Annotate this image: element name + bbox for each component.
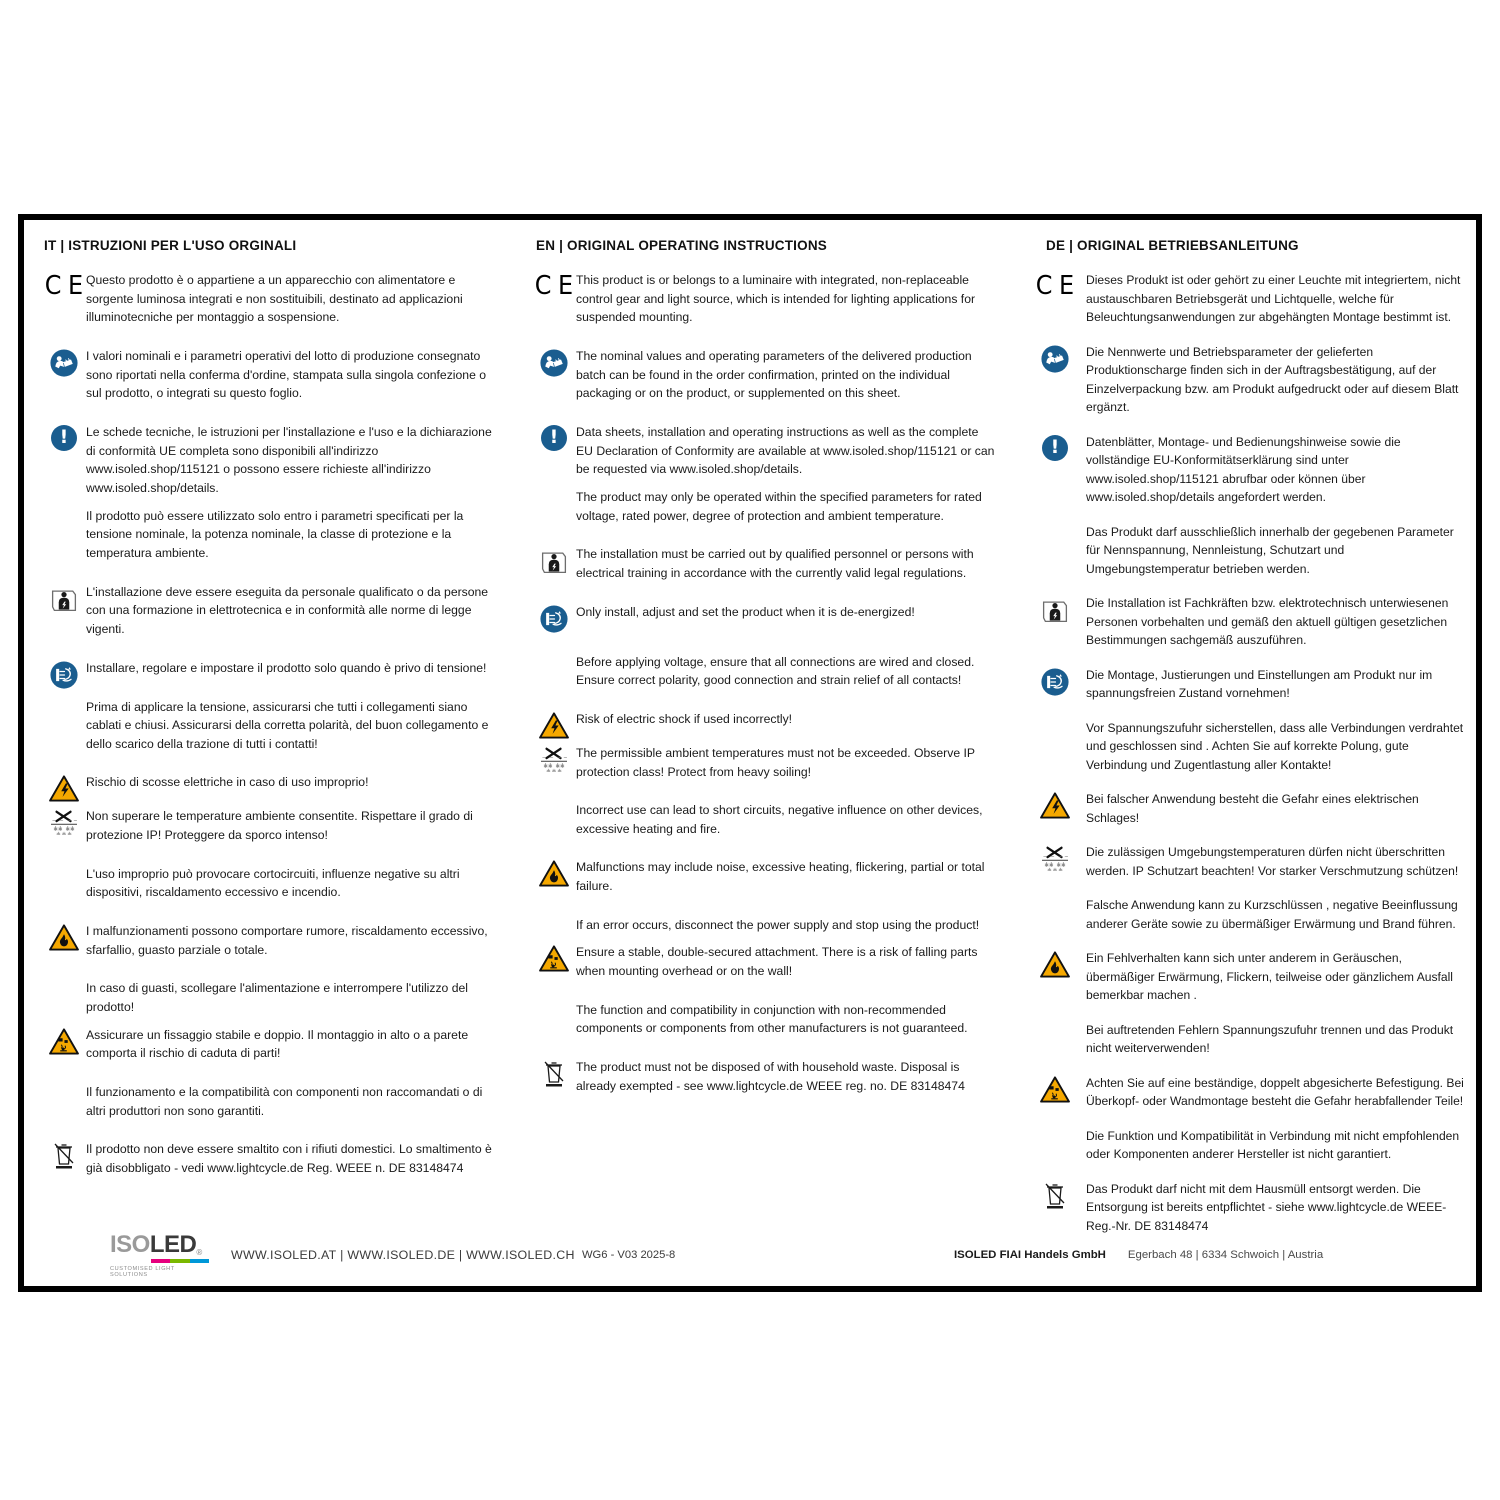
logo-bar-green	[170, 1259, 189, 1263]
block-text: Achten Sie auf eine beständige, doppelt abgesicherte Befestigung. Bei Überkopf- oder Wandmontage besteht die Gefahr herabfallender Teile!	[1086, 1075, 1464, 1108]
block-text: Il funzionamento e la compatibilità con componenti non raccomandati o di altri produttori non sono garantiti.	[86, 1085, 483, 1118]
block-text: Bei falscher Anwendung besteht die Gefahr eines elektrischen Schlages!	[1086, 792, 1419, 825]
icon-gutter	[42, 865, 86, 867]
qualified-personnel-icon	[50, 585, 78, 613]
block-text: Das Produkt darf ausschließlich innerhalb der gegebenen Parameter für Nennspannung, Nennleistung, Schutzart und Umgebungstemperatur betrieben werden.	[1086, 524, 1454, 576]
instruction-block	[42, 507, 504, 563]
footer-brand-area	[24, 1230, 575, 1278]
block-text: I malfunzionamenti possono comportare rumore, riscaldamento eccessivo, sfarfallio, guasto parziale o totale.	[86, 924, 488, 957]
icon-gutter	[532, 653, 576, 655]
icon-gutter	[532, 1058, 576, 1088]
logo-color-bars	[151, 1259, 209, 1263]
instruction-block	[532, 271, 996, 327]
instruction-block	[532, 1058, 996, 1095]
block-text: Vor Spannungszufuhr sicherstellen, dass alle Verbindungen verdrahtet und geschlossen sind . Achten Sie auf korrekte Polung, gute Verbindung und Zugentlastung aller Kontakte!	[1086, 720, 1464, 772]
footer-revision-code: WG6 - V03 2025-8	[582, 1249, 676, 1261]
icon-gutter	[1024, 523, 1086, 525]
instruction-block	[1024, 666, 1466, 703]
icon-gutter	[42, 423, 86, 451]
block-text: This product is or belongs to a luminaire with integrated, non-replaceable control gear and light source, which is intended for lighting applications for suspended mounting.	[576, 273, 976, 325]
block-text: Ein Fehlverhalten kann sich unter anderem in Geräuschen, übermäßiger Erwärmung, Flickern, teilweise oder gänzlichem Ausfall bemerkbar machen .	[1086, 951, 1453, 1002]
electric-shock-icon	[539, 712, 569, 739]
block-text: Malfunctions may include noise, excessive heating, flickering, partial or total failure.	[576, 860, 985, 894]
instruction-block	[42, 423, 504, 498]
icon-gutter	[532, 858, 576, 887]
weee-bin-icon	[1043, 1182, 1067, 1210]
icon-gutter	[42, 807, 86, 835]
block-text: Incorrect use can lead to short circuits, negative influence on other devices, excessive heating and fire.	[576, 803, 983, 836]
icon-gutter	[1024, 896, 1086, 898]
block-text: Assicurare un fissaggio stabile e doppio. Il montaggio in alto o a parete comporta il rischio di caduta di parti!	[86, 1027, 469, 1061]
block-text: I valori nominali e i parametri operativi del lotto di produzione consegnato sono riportati nella conferma d'ordine, stampata sulla singola confezione o sul prodotto, o integrati su questo foglio.	[86, 348, 487, 401]
footer-street-address: Egerbach 48 | 6334 Schwoich | Austria	[1127, 1249, 1324, 1261]
instruction-block	[532, 858, 996, 895]
fire-hazard-icon	[1040, 951, 1070, 978]
block-text: Data sheets, installation and operating instructions as well as the complete EU Declaration of Conformity are available at www.isoled.shop/115121 or can be requested via www.isoled.shop/details.	[576, 424, 995, 477]
falling-parts-icon	[49, 1028, 79, 1055]
icon-gutter	[1024, 666, 1086, 696]
instruction-block	[1024, 433, 1466, 507]
temperature-dirt-icon	[539, 746, 569, 772]
block-text: The product must not be disposed of with household waste. Disposal is already exempted - see www.lightcycle.de WEEE reg. no. DE 83148474	[576, 1060, 965, 1093]
footer-websites[interactable]: WWW.ISOLED.AT | WWW.ISOLED.DE | WWW.ISOLED.CH	[231, 1248, 575, 1262]
instruction-block	[1024, 271, 1466, 327]
instruction-block	[1024, 523, 1466, 579]
block-text: The installation must be carried out by qualified personnel or persons with electrical training in accordance with the currently valid legal regulations.	[576, 547, 974, 580]
block-text: Datenblätter, Montage- und Bedienungshinweise sowie die vollständige EU-Konformitätserklärung sind unter www.isoled.shop/115121 abrufbar oder können über www.isoled.shop/details angefordert werden.	[1086, 434, 1401, 504]
icon-gutter	[1024, 1074, 1086, 1103]
instruction-block	[532, 545, 996, 582]
instruction-block	[532, 916, 996, 935]
block-text: Questo prodotto è o appartiene a un apparecchio con alimentatore e sorgente luminosa integrati e non sostituibili, destinato ad applicazioni illuminotecniche per montaggio a sospensione.	[86, 273, 463, 325]
electric-shock-icon	[49, 775, 79, 802]
block-text: L'installazione deve essere eseguita da personale qualificato o da persone con una formazione in elettrotecnica e in conformità alle norme di legge vigenti.	[86, 584, 489, 636]
temperature-dirt-icon	[1040, 845, 1070, 871]
icon-gutter	[42, 659, 86, 689]
instruction-block	[1024, 896, 1466, 933]
instruction-block	[532, 744, 996, 781]
block-text: The nominal values and operating parameters of the delivered production batch can be found in the order confirmation, printed on the individual packaging or on the product, or supplemented on this sheet.	[576, 348, 972, 401]
block-text: L'uso improprio può provocare cortocircuiti, influenze negative su altri dispositivi, riscaldamento eccessivo e incendio.	[86, 866, 460, 900]
instruction-block	[42, 979, 504, 1016]
block-text: Die Funktion und Kompatibilität in Verbindung mit nicht empfohlenden oder Komponenten anderer Hersteller ist nicht garantiert.	[1086, 1128, 1460, 1161]
column-title-german: DE | ORIGINAL BETRIEBSANLEITUNG	[1046, 238, 1299, 253]
svg-text:~: ~	[1050, 854, 1055, 861]
icon-gutter	[42, 347, 86, 377]
fire-hazard-icon	[49, 924, 79, 951]
icon-gutter	[532, 1001, 576, 1003]
icon-gutter	[1024, 594, 1086, 624]
icon-gutter	[42, 1026, 86, 1055]
icon-gutter	[42, 507, 86, 509]
read-instructions-icon	[540, 349, 568, 377]
instruction-block	[532, 603, 996, 633]
weee-bin-icon	[52, 1142, 76, 1170]
instruction-block	[532, 710, 996, 739]
block-text: Le schede tecniche, le istruzioni per l'installazione e l'uso e la dichiarazione di conformità UE completa sono disponibili all'indirizzo www.isoled.shop/115121 o possono essere richieste all'indirizzo www.isoled.shop/details.	[86, 424, 492, 495]
instruction-block	[532, 347, 996, 403]
icon-gutter	[532, 603, 576, 633]
logo-wordmark	[110, 1230, 209, 1258]
instruction-block	[42, 807, 504, 844]
block-text: If an error occurs, disconnect the power supply and stop using the product!	[576, 917, 980, 932]
icon-gutter	[532, 271, 576, 299]
instruction-block	[532, 653, 996, 690]
page-footer	[24, 1224, 1476, 1286]
svg-text:~: ~	[1064, 854, 1069, 861]
icon-gutter	[532, 916, 576, 918]
svg-text:~: ~	[59, 818, 64, 825]
ce-mark-icon: C E	[1035, 271, 1075, 301]
column-italian	[24, 238, 514, 1286]
block-text: Non superare le temperature ambiente consentite. Rispettare il grado di protezione IP! Proteggere da sporco intenso!	[86, 809, 473, 843]
svg-text:~: ~	[51, 818, 57, 825]
instruction-block	[1024, 594, 1466, 650]
icon-gutter	[1024, 343, 1086, 373]
instruction-block	[42, 271, 504, 327]
footer-company-name: ISOLED FIAI Handels GmbH	[954, 1249, 1106, 1261]
logo-bar-pink	[151, 1259, 170, 1263]
icon-gutter	[532, 943, 576, 972]
instruction-block	[532, 488, 996, 525]
column-german	[1006, 238, 1476, 1286]
logo-bar-blue	[190, 1259, 209, 1263]
logo-registered-mark: ®	[196, 1247, 202, 1257]
mandatory-exclamation-icon: !	[51, 425, 77, 451]
icon-gutter	[42, 1083, 86, 1085]
instruction-block	[42, 773, 504, 802]
svg-text:~: ~	[73, 818, 78, 825]
weee-bin-icon	[542, 1060, 566, 1088]
block-text: Das Produkt darf nicht mit dem Hausmüll entsorgt werden. Die Entsorgung ist bereits entpflichtet - siehe www.lightcycle.de WEEE-Reg.-Nr. DE 83148474	[1086, 1181, 1447, 1233]
mandatory-exclamation-icon: !	[1042, 435, 1068, 461]
logo-led-text: LED	[149, 1230, 197, 1258]
instruction-block	[42, 922, 504, 959]
svg-text:~: ~	[67, 818, 72, 825]
electric-shock-icon	[1040, 792, 1070, 819]
block-text: Risk of electric shock if used incorrectly!	[576, 711, 793, 726]
svg-text:~: ~	[541, 755, 547, 762]
icon-gutter	[42, 698, 86, 700]
qualified-personnel-icon	[1041, 596, 1069, 624]
icon-gutter	[532, 347, 576, 377]
instruction-block	[1024, 843, 1466, 880]
svg-text:~: ~	[1042, 854, 1048, 861]
falling-parts-icon	[539, 945, 569, 972]
block-text: Before applying voltage, ensure that all connections are wired and closed. Ensure correct polarity, good connection and strain relief of all contacts!	[576, 654, 975, 688]
isoled-logo	[110, 1230, 209, 1278]
svg-text:~: ~	[1058, 854, 1063, 861]
read-instructions-icon	[1041, 345, 1069, 373]
instruction-block	[42, 1026, 504, 1063]
instruction-block	[42, 865, 504, 902]
fire-hazard-icon	[539, 860, 569, 887]
icon-gutter	[532, 801, 576, 803]
instruction-block	[1024, 949, 1466, 1005]
instruction-block	[1024, 790, 1466, 827]
icon-gutter	[42, 979, 86, 981]
block-text: Die Montage, Justierungen und Einstellungen am Produkt nur im spannungsfreien Zustand vornehmen!	[1086, 667, 1433, 700]
instruction-block	[42, 1140, 504, 1177]
block-text: Die zulässigen Umgebungstemperaturen dürfen nicht überschritten werden. IP Schutzart beachten! Vor starker Verschmutzung schützen!	[1086, 845, 1459, 878]
instruction-block	[1024, 343, 1466, 417]
instruction-block	[42, 347, 504, 403]
icon-gutter	[1024, 790, 1086, 819]
block-text: The function and compatibility in conjunction with non-recommended components or components from other manufacturers is not guaranteed.	[576, 1002, 968, 1036]
qualified-personnel-icon	[540, 547, 568, 575]
read-instructions-icon	[50, 349, 78, 377]
icon-gutter	[1024, 719, 1086, 721]
block-text: The permissible ambient temperatures must not be exceeded. Observe IP protection class! Protect from heavy soiling!	[576, 745, 975, 779]
language-columns	[24, 220, 1476, 1286]
instruction-block	[1024, 719, 1466, 775]
block-text: Prima di applicare la tensione, assicurarsi che tutti i collegamenti siano cablati e chiusi. Assicurarsi della corretta polarità, del buon collegamento e dello scarico della trazione di tutti i contatti!	[86, 699, 489, 751]
block-text: Die Nennwerte und Betriebsparameter der gelieferten Produktionscharge finden sich in der Auftragsbestätigung, auf der Einzelverpackung bzw. am Produkt aufgedruckt oder auf diesem Blatt ergänzt.	[1086, 344, 1459, 414]
icon-gutter	[532, 744, 576, 772]
block-text: Il prodotto può essere utilizzato solo entro i parametri specificati per la tensione nominale, la potenza nominale, la classe di protezione e la temperatura ambiente.	[86, 508, 464, 560]
icon-gutter	[42, 583, 86, 613]
instruction-block	[1024, 1074, 1466, 1111]
svg-text:~: ~	[549, 755, 554, 762]
falling-parts-icon	[1040, 1076, 1070, 1103]
block-text: Die Installation ist Fachkräften bzw. elektrotechnisch unterwiesenen Personen vorbehalten und gemäß den aktuell gültigen gesetzlichen Bestimmungen sachgemäß auszuführen.	[1086, 596, 1449, 647]
instruction-block	[42, 659, 504, 689]
logo-iso-text: ISO	[110, 1230, 150, 1258]
instruction-block	[42, 1083, 504, 1120]
block-text: Rischio di scosse elettriche in caso di uso improprio!	[86, 775, 369, 790]
disconnect-power-icon	[1041, 668, 1069, 696]
block-text: Il prodotto non deve essere smaltito con i rifiuti domestici. Lo smaltimento è già disobbligato - vedi www.lightcycle.de Reg. WEEE n. DE 83148474	[86, 1142, 492, 1175]
footer-company-address	[944, 1249, 1476, 1261]
instruction-block	[42, 698, 504, 754]
instruction-block	[1024, 1127, 1466, 1164]
svg-text:~: ~	[557, 755, 562, 762]
icon-gutter	[532, 423, 576, 451]
icon-gutter	[1024, 843, 1086, 871]
icon-gutter	[1024, 1021, 1086, 1023]
svg-text:~: ~	[563, 755, 568, 762]
block-text: Falsche Anwendung kann zu Kurzschlüssen , negative Beeinflussung anderer Geräte sowie zu übermäßiger Erwärmung und Brand führen.	[1086, 898, 1458, 931]
column-english	[514, 238, 1006, 1286]
column-title-italian: IT | ISTRUZIONI PER L'USO ORGINALI	[44, 238, 297, 253]
block-text: In caso di guasti, scollegare l'alimentazione e interrompere l'utilizzo del prodotto!	[86, 981, 468, 1015]
icon-gutter	[42, 922, 86, 951]
temperature-dirt-icon	[49, 809, 79, 835]
block-text: Bei auftretenden Fehlern Spannungszufuhr trennen und das Produkt nicht weiterverwenden!	[1086, 1022, 1454, 1055]
icon-gutter	[1024, 949, 1086, 978]
block-text: Installare, regolare e impostare il prodotto solo quando è privo di tensione!	[86, 660, 487, 675]
icon-gutter	[1024, 1180, 1086, 1210]
mandatory-exclamation-icon: !	[541, 425, 567, 451]
disconnect-power-icon	[540, 605, 568, 633]
logo-tagline: CUSTOMISED LIGHT SOLUTIONS	[110, 1265, 175, 1278]
block-text: The product may only be operated within the specified parameters for rated voltage, rated power, degree of protection and ambient temperature.	[576, 489, 982, 523]
instruction-block	[532, 943, 996, 980]
instruction-block	[532, 423, 996, 479]
icon-gutter	[42, 271, 86, 299]
icon-gutter	[1024, 433, 1086, 461]
icon-gutter	[1024, 271, 1086, 299]
block-text: Dieses Produkt ist oder gehört zu einer Leuchte mit integriertem, nicht austauschbaren Betriebsgerät und Lichtquelle, welche für Beleuchtungsanwendungen zur abgehängten Montage bestimmt ist.	[1086, 273, 1461, 324]
ce-mark-icon: C E	[44, 271, 84, 301]
instruction-sheet-page	[18, 214, 1482, 1292]
block-text: Only install, adjust and set the product when it is de-energized!	[576, 604, 915, 619]
icon-gutter	[42, 773, 86, 802]
icon-gutter	[1024, 1127, 1086, 1129]
instruction-block	[42, 583, 504, 639]
icon-gutter	[532, 710, 576, 739]
instruction-block	[532, 801, 996, 838]
icon-gutter	[532, 545, 576, 575]
icon-gutter	[532, 488, 576, 490]
ce-mark-icon: C E	[534, 271, 574, 301]
disconnect-power-icon	[50, 661, 78, 689]
icon-gutter	[42, 1140, 86, 1170]
instruction-block	[1024, 1021, 1466, 1058]
instruction-block	[532, 1001, 996, 1038]
column-title-english: EN | ORIGINAL OPERATING INSTRUCTIONS	[536, 238, 827, 253]
block-text: Ensure a stable, double-secured attachment. There is a risk of falling parts when mounting overhead or on the wall!	[576, 945, 978, 979]
